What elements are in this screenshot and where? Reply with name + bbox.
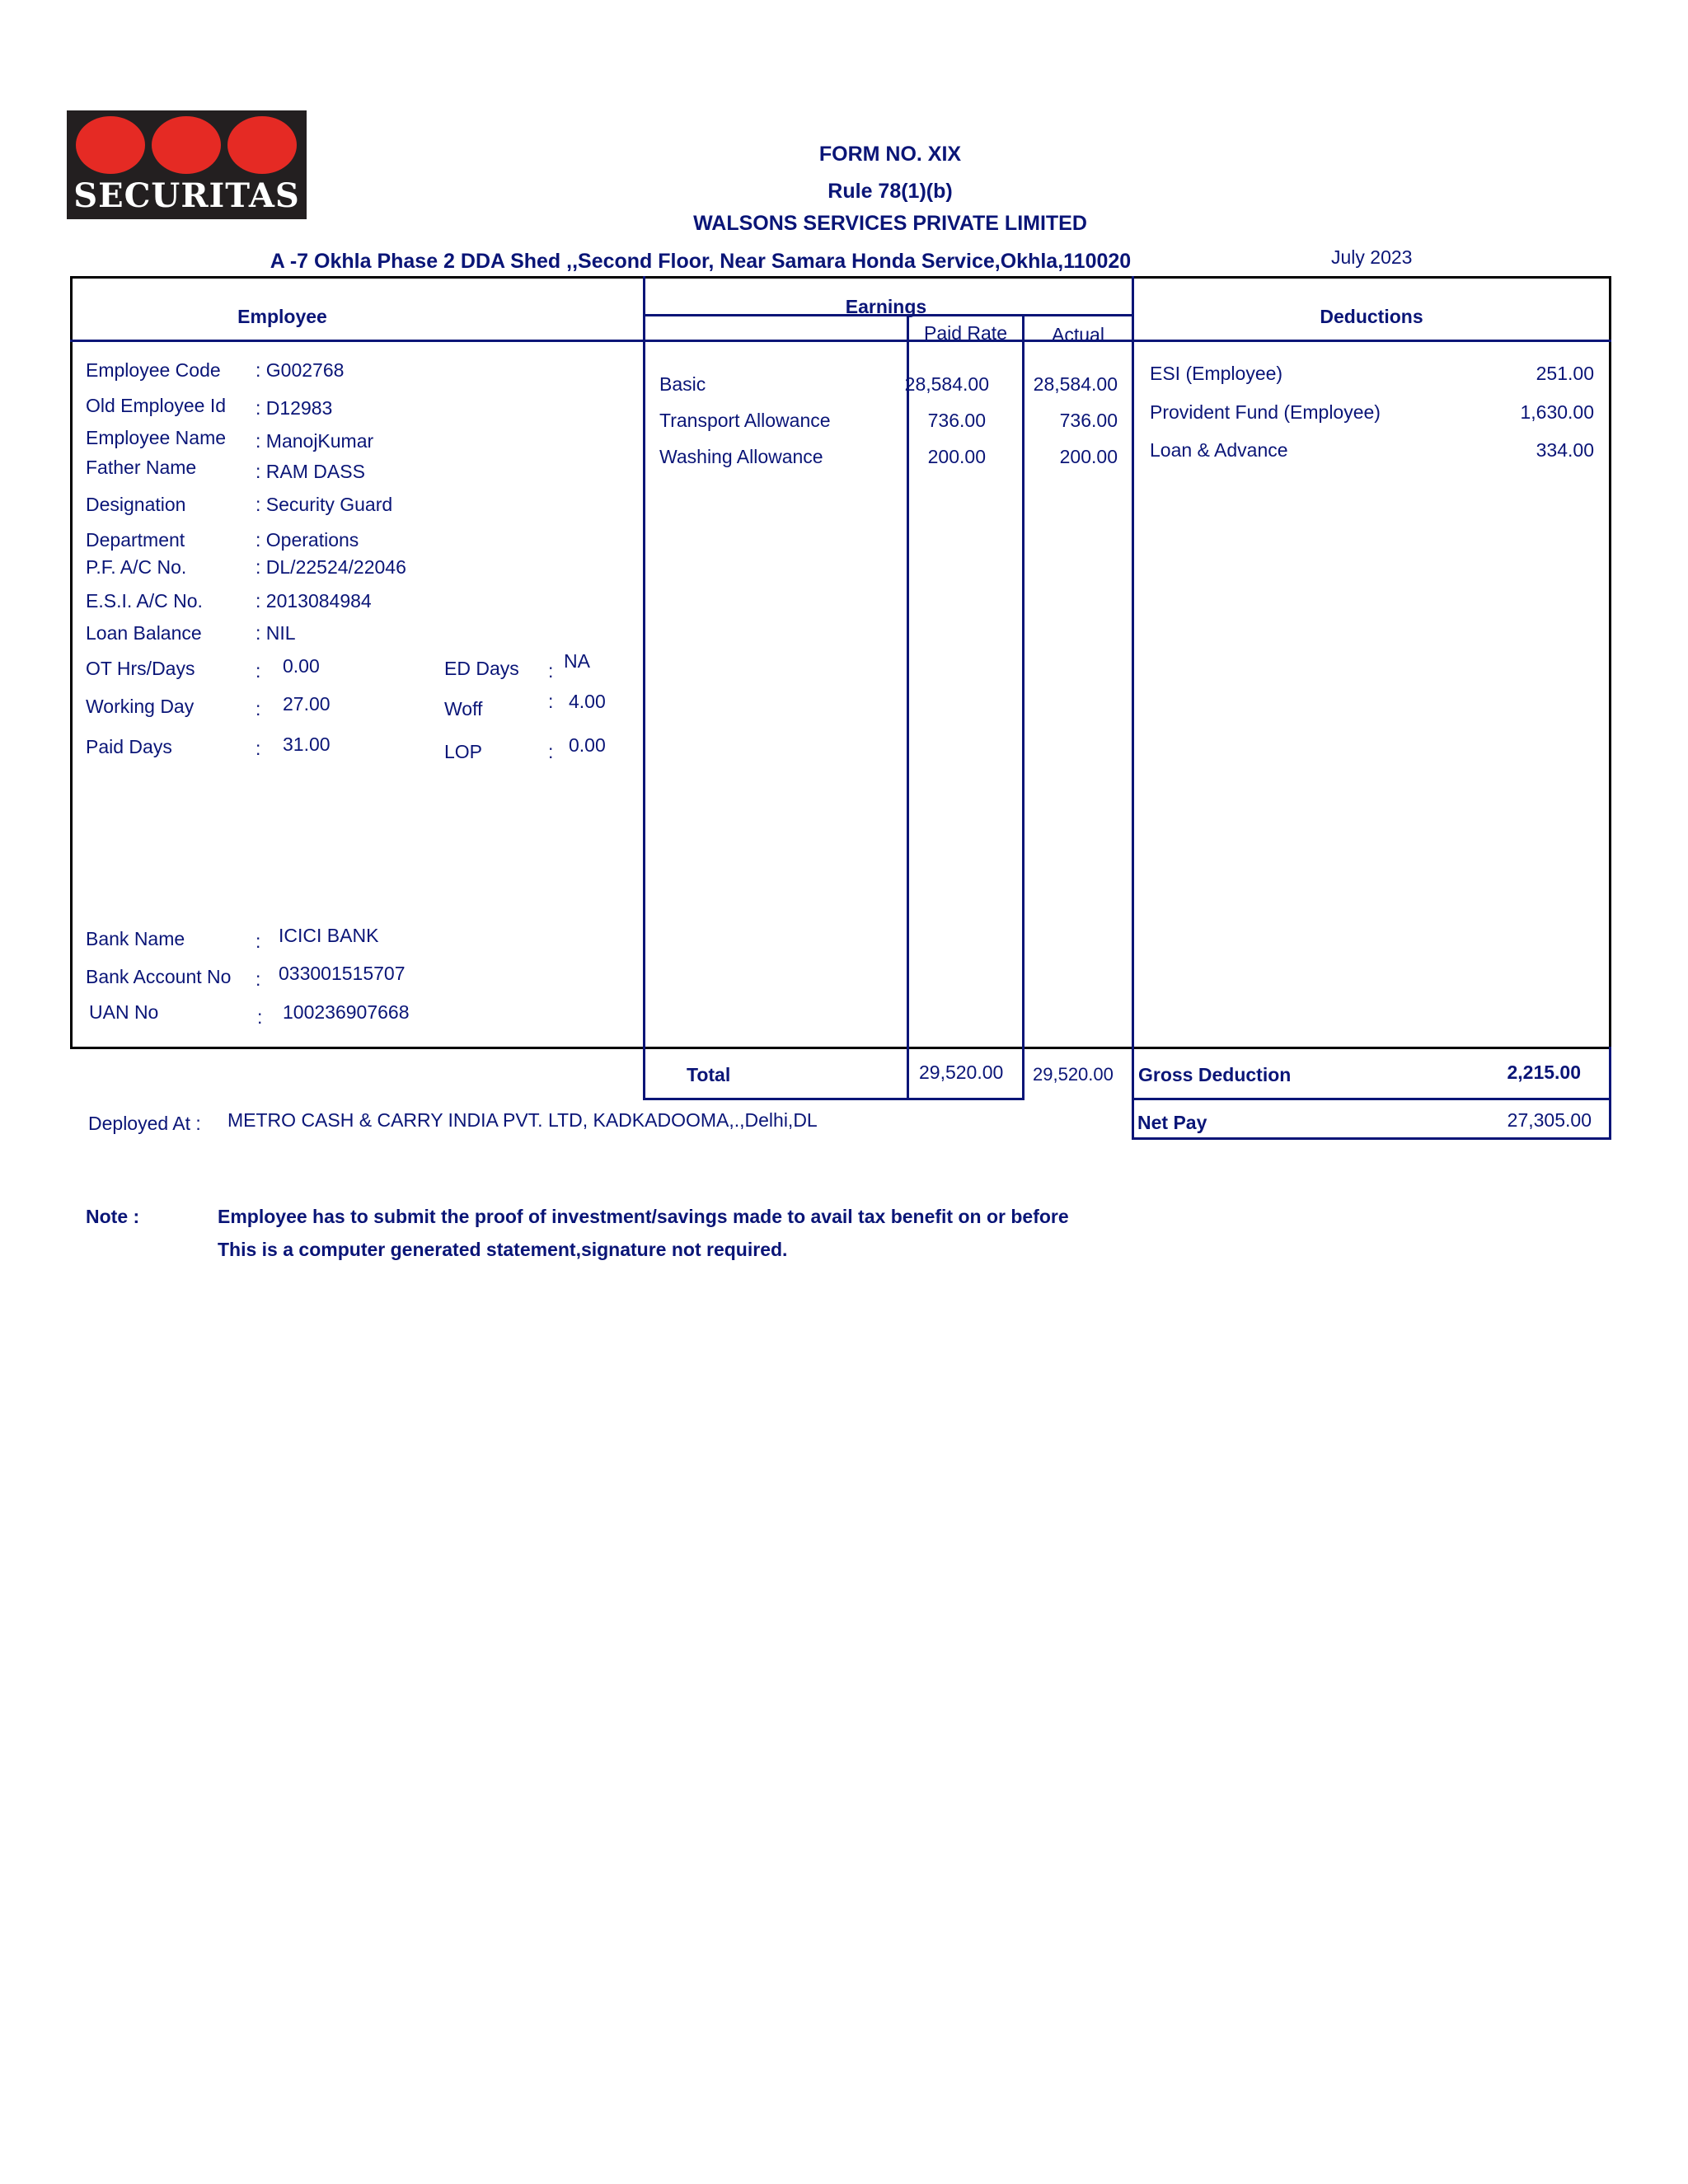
lop-value: 0.00	[569, 734, 606, 756]
earning-paid-rate: 736.00	[927, 410, 986, 431]
earnings-deductions-divider	[1132, 276, 1134, 1140]
note-label: Note :	[86, 1206, 140, 1227]
designation-value: : Security Guard	[256, 494, 393, 515]
paid-days-value: 31.00	[283, 733, 331, 755]
table-right-border	[1609, 276, 1611, 1049]
colon: :	[548, 691, 554, 712]
total-label: Total	[687, 1064, 731, 1085]
deployed-at-label: Deployed At :	[88, 1113, 201, 1134]
gross-deduction-label: Gross Deduction	[1138, 1064, 1292, 1085]
colon: :	[256, 968, 261, 990]
paidrate-column-divider	[907, 314, 909, 1100]
employee-earnings-divider	[643, 276, 645, 1100]
totals-right-border	[1609, 1047, 1611, 1140]
loan-balance-label: Loan Balance	[86, 622, 202, 644]
bank-account-label: Bank Account No	[86, 966, 232, 987]
employee-code-value: : G002768	[256, 359, 345, 381]
pf-account-label: P.F. A/C No.	[86, 556, 187, 578]
woff-label: Woff	[444, 698, 483, 719]
father-name-value: : RAM DASS	[256, 461, 365, 482]
earning-name: Basic	[659, 373, 706, 395]
table-bottom-border	[70, 1047, 1611, 1049]
woff-value: 4.00	[569, 691, 606, 712]
logo-wordmark: SECURITAS	[73, 176, 300, 215]
ed-days-value: NA	[564, 650, 590, 672]
ed-days-label: ED Days	[444, 658, 519, 679]
net-pay-value: 27,305.00	[1507, 1109, 1592, 1131]
designation-label: Designation	[86, 494, 186, 515]
bank-name-value: ICICI BANK	[279, 925, 379, 946]
actual-header: Actual	[1052, 324, 1104, 345]
old-employee-id-value: : D12983	[256, 397, 333, 419]
rule-reference: Rule 78(1)(b)	[828, 180, 953, 203]
esi-account-label: E.S.I. A/C No.	[86, 590, 203, 612]
total-paid-rate: 29,520.00	[919, 1062, 1004, 1083]
colon: :	[256, 738, 261, 759]
colon: :	[548, 741, 554, 762]
deduction-name: Provident Fund (Employee)	[1150, 401, 1381, 423]
pf-account-value: : DL/22524/22046	[256, 556, 406, 578]
note-line-1: Employee has to submit the proof of investment/savings made to avail tax benefit on or before	[218, 1206, 1069, 1227]
colon: :	[256, 698, 261, 719]
colon: :	[256, 660, 261, 682]
colon: :	[257, 1006, 263, 1028]
colon: :	[256, 930, 261, 952]
logo-red-dot	[76, 116, 145, 174]
uan-value: 100236907668	[283, 1001, 410, 1023]
deduction-amount: 1,630.00	[1520, 401, 1594, 423]
employee-code-label: Employee Code	[86, 359, 221, 381]
deduction-amount: 334.00	[1536, 439, 1594, 461]
old-employee-id-label: Old Employee Id	[86, 395, 227, 416]
earning-actual: 28,584.00	[1033, 373, 1118, 395]
deductions-section-header: Deductions	[1320, 306, 1423, 327]
deduction-name: ESI (Employee)	[1150, 363, 1283, 384]
gross-deduction-value: 2,215.00	[1507, 1062, 1581, 1083]
employee-section-header: Employee	[237, 306, 327, 327]
earning-actual: 200.00	[1059, 446, 1118, 467]
department-value: : Operations	[256, 529, 359, 551]
department-label: Department	[86, 529, 185, 551]
earning-paid-rate: 200.00	[927, 446, 986, 467]
paid-days-label: Paid Days	[86, 736, 172, 757]
earnings-section-header: Earnings	[845, 296, 927, 317]
working-day-label: Working Day	[86, 696, 195, 717]
earning-paid-rate: 28,584.00	[904, 373, 989, 395]
net-pay-label: Net Pay	[1137, 1112, 1207, 1133]
netpay-row-bottom	[1132, 1137, 1611, 1140]
earning-name: Transport Allowance	[659, 410, 831, 431]
logo-red-dot	[152, 116, 221, 174]
note-line-2: This is a computer generated statement,signature not required.	[218, 1239, 788, 1260]
colon: :	[548, 660, 554, 682]
deployed-at-value: METRO CASH & CARRY INDIA PVT. LTD, KADKADOOMA,.,Delhi,DL	[227, 1109, 818, 1131]
earning-actual: 736.00	[1059, 410, 1118, 431]
father-name-label: Father Name	[86, 457, 197, 478]
paid-rate-header: Paid Rate	[923, 322, 1007, 344]
deduction-amount: 251.00	[1536, 363, 1594, 384]
logo-red-dot	[227, 116, 297, 174]
header-divider	[70, 340, 1611, 342]
employee-name-value: : ManojKumar	[256, 430, 374, 452]
company-address: A -7 Okhla Phase 2 DDA Shed ,,Second Floor, Near Samara Honda Service,Okhla,110020	[270, 250, 1132, 273]
employee-name-label: Employee Name	[86, 427, 227, 448]
total-actual: 29,520.00	[1033, 1064, 1114, 1085]
bank-account-value: 033001515707	[279, 963, 406, 984]
form-number: FORM NO. XIX	[818, 143, 962, 166]
loan-balance-value: : NIL	[256, 622, 296, 644]
bank-name-label: Bank Name	[86, 928, 185, 949]
esi-account-value: : 2013084984	[256, 590, 372, 612]
deduction-name: Loan & Advance	[1150, 439, 1288, 461]
gross-row-bottom	[1132, 1098, 1611, 1100]
working-day-value: 27.00	[283, 693, 331, 715]
company-name: WALSONS SERVICES PRIVATE LIMITED	[693, 212, 1087, 235]
pay-period: July 2023	[1331, 246, 1413, 268]
earning-name: Washing Allowance	[659, 446, 823, 467]
actual-column-divider	[1022, 314, 1025, 1100]
table-left-border	[70, 276, 73, 1049]
ot-hrs-days-value: 0.00	[283, 655, 320, 677]
table-top-border	[70, 276, 1611, 279]
lop-label: LOP	[444, 741, 483, 762]
securitas-logo	[67, 110, 307, 219]
total-row-bottom	[643, 1098, 1025, 1100]
ot-hrs-days-label: OT Hrs/Days	[86, 658, 195, 679]
uan-label: UAN No	[89, 1001, 159, 1023]
